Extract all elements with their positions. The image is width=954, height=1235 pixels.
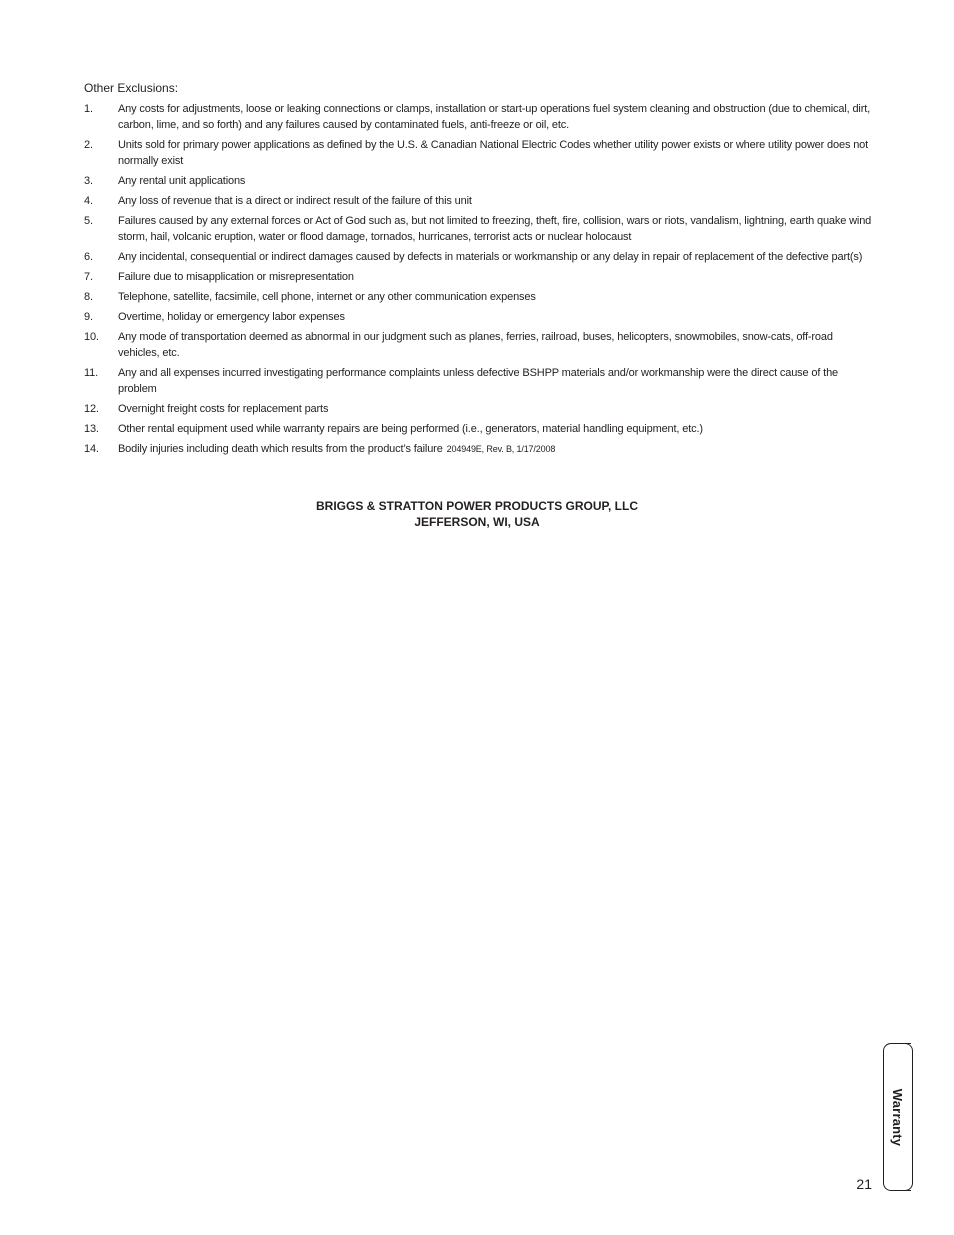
exclusion-number: 3. <box>84 175 93 187</box>
section-tab-label: Warranty <box>890 1088 906 1146</box>
section-tab <box>884 1043 912 1191</box>
company-location: JEFFERSON, WI, USA <box>414 515 540 529</box>
exclusion-text: Failures caused by any external forces or Act of God such as, but not limited to freezing, theft, fire, collision, wars or riots, vandalism, lightning, earth quake wind storm, hail, volcanic eruption, water or flood damage, tornados, hurricanes, terrorist acts or nuclear holocaust <box>118 215 872 243</box>
exclusion-item <box>84 401 874 417</box>
document-reference: 204949E, Rev. B, 1/17/2008 <box>446 444 556 454</box>
exclusion-item <box>84 329 874 361</box>
exclusion-number: 2. <box>84 139 93 151</box>
exclusion-item <box>84 421 874 437</box>
exclusions-heading: Other Exclusions: <box>84 81 179 95</box>
company-block <box>0 498 954 530</box>
exclusion-text: Overnight freight costs for replacement parts <box>118 403 329 415</box>
exclusion-number: 12. <box>84 403 99 415</box>
exclusion-number: 9. <box>84 311 93 323</box>
exclusion-text: Failure due to misapplication or misrepresentation <box>118 271 354 283</box>
exclusion-item <box>84 249 874 265</box>
exclusion-number: 5. <box>84 215 93 227</box>
exclusion-text: Units sold for primary power applications as defined by the U.S. & Canadian National Electric Codes whether utility power exists or where utility power does not normally exist <box>118 139 869 167</box>
exclusion-text: Any costs for adjustments, loose or leaking connections or clamps, installation or start-up operations fuel system cleaning and obstruction (due to chemical, dirt, carbon, lime, and so forth) and any failures caused by contaminated fuels, anti-freeze or oil, etc. <box>118 103 871 131</box>
exclusion-text-wrapper <box>118 441 874 457</box>
page-number: 21 <box>856 1176 872 1192</box>
exclusion-item <box>84 193 874 209</box>
exclusion-text: Any incidental, consequential or indirect damages caused by defects in materials or workmanship or any delay in repair of replacement of the defective part(s) <box>118 251 863 263</box>
exclusion-number: 6. <box>84 251 93 263</box>
exclusion-item <box>84 137 874 169</box>
exclusion-number: 1. <box>84 103 93 115</box>
exclusions-list <box>84 101 874 461</box>
exclusion-item <box>84 441 874 457</box>
exclusion-item <box>84 365 874 397</box>
exclusion-item <box>84 269 874 285</box>
exclusion-item <box>84 173 874 189</box>
exclusion-number: 10. <box>84 331 99 343</box>
exclusion-text: Any and all expenses incurred investigating performance complaints unless defective BSHPP materials and/or workmanship were the direct cause of the problem <box>118 367 839 395</box>
exclusion-number: 7. <box>84 271 93 283</box>
exclusion-number: 4. <box>84 195 93 207</box>
exclusion-item <box>84 289 874 305</box>
exclusion-text: Any mode of transportation deemed as abnormal in our judgment such as planes, ferries, railroad, buses, helicopters, snowmobiles, snow-cats, off-road vehicles, etc. <box>118 331 833 359</box>
exclusion-number: 8. <box>84 291 93 303</box>
exclusion-number: 14. <box>84 443 99 455</box>
exclusion-text: Any rental unit applications <box>118 175 246 187</box>
exclusion-text: Other rental equipment used while warranty repairs are being performed (i.e., generators, material handling equipment, etc.) <box>118 423 703 435</box>
exclusion-text: Bodily injuries including death which results from the product’s failure <box>118 443 443 455</box>
exclusion-text: Overtime, holiday or emergency labor expenses <box>118 311 345 323</box>
exclusion-number: 13. <box>84 423 99 435</box>
exclusion-text: Telephone, satellite, facsimile, cell phone, internet or any other communication expenses <box>118 291 536 303</box>
exclusion-number: 11. <box>84 367 99 379</box>
company-name: BRIGGS & STRATTON POWER PRODUCTS GROUP, LLC <box>315 499 638 513</box>
exclusion-item <box>84 309 874 325</box>
exclusion-item <box>84 213 874 245</box>
exclusion-text: Any loss of revenue that is a direct or indirect result of the failure of this unit <box>118 195 472 207</box>
exclusion-item <box>84 101 874 133</box>
